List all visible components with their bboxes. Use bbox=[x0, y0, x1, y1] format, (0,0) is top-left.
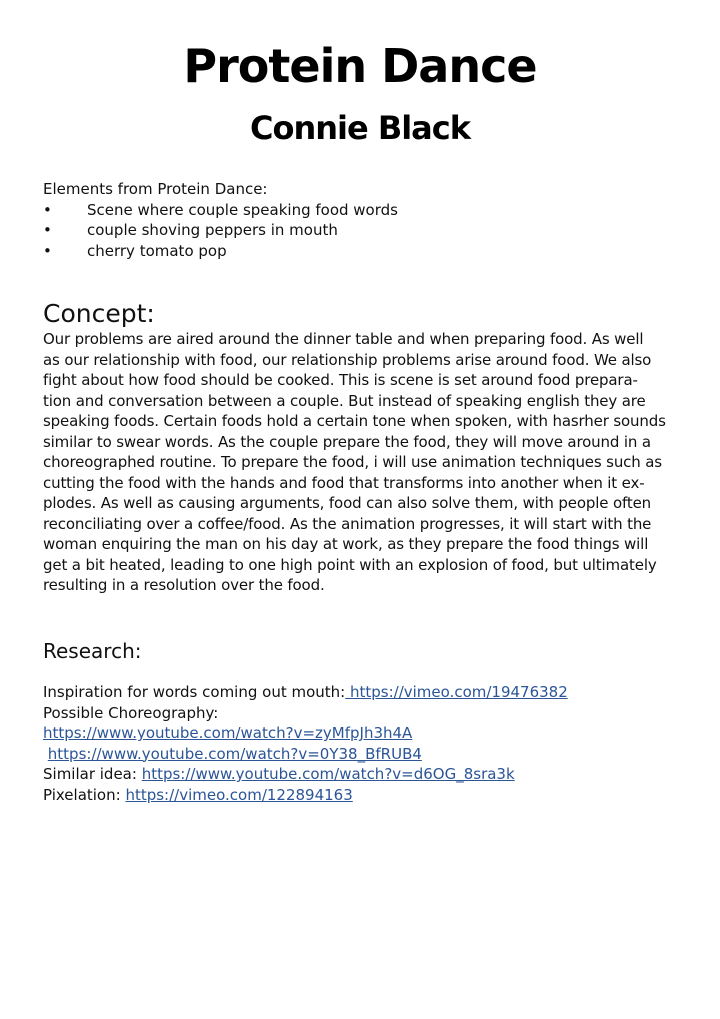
paragraph-line: speaking foods. Certain foods hold a certain tone when spoken, with hasrher sounds bbox=[43, 412, 666, 430]
bullet-icon: • bbox=[43, 200, 52, 219]
paragraph-line: Our problems are aired around the dinner table and when preparing food. As well bbox=[43, 330, 644, 348]
paragraph-line: reconciliating over a coffee/food. As the animation progresses, it will start with the bbox=[43, 514, 652, 533]
choreography-line-1 bbox=[43, 723, 683, 744]
paragraph-line: as our relationship with food, our relationship problems arise around food. We also bbox=[43, 350, 652, 369]
inspiration-link[interactable]: https://vimeo.com/19476382 bbox=[345, 683, 568, 701]
paragraph-line: similar to swear words. As the couple prepare the food, they will move around in a bbox=[43, 432, 651, 451]
bullet-icon: • bbox=[43, 221, 52, 239]
paragraph-line: woman enquiring the man on his day at work, as they prepare the food things will bbox=[43, 535, 649, 553]
pixelation-label: Pixelation: bbox=[43, 785, 126, 804]
paragraph-line: resulting in a resolution over the food. bbox=[43, 576, 325, 594]
choreography-label: Possible Choreography: bbox=[43, 703, 219, 722]
paragraph-line: choreographed routine. To prepare the food, i will use animation techniques such as bbox=[43, 453, 662, 471]
paragraph-line: plodes. As well as causing arguments, food can also solve them, with people often bbox=[43, 494, 652, 512]
research-section bbox=[43, 682, 683, 805]
list-item bbox=[43, 220, 683, 241]
choreography-link-1[interactable]: https://www.youtube.com/watch?v=zyMfpJh3h4A bbox=[43, 724, 413, 742]
inspiration-line bbox=[43, 682, 683, 703]
paragraph-line: cutting the food with the hands and food that transforms into another when it ex- bbox=[43, 473, 645, 492]
document-author: Connie Black bbox=[249, 109, 471, 147]
paragraph-line: get a bit heated, leading to one high point with an explosion of food, but ultimately bbox=[43, 555, 657, 574]
list-item-text: cherry tomato pop bbox=[87, 241, 227, 260]
similar-idea-line bbox=[43, 764, 683, 785]
list-item-text: couple shoving peppers in mouth bbox=[87, 221, 338, 239]
concept-heading: Concept: bbox=[43, 299, 155, 328]
choreography-link-2[interactable]: https://www.youtube.com/watch?v=0Y38_BfRUB4 bbox=[47, 744, 422, 763]
list-item bbox=[43, 200, 683, 221]
bullet-icon: • bbox=[43, 241, 52, 260]
elements-section bbox=[43, 179, 683, 261]
elements-heading: Elements from Protein Dance: bbox=[43, 180, 268, 198]
similar-idea-label: Similar idea: bbox=[43, 765, 142, 783]
similar-idea-link[interactable]: https://www.youtube.com/watch?v=d6OG_8sra3k bbox=[141, 765, 515, 783]
pixelation-link[interactable]: https://vimeo.com/122894163 bbox=[125, 785, 353, 804]
concept-paragraph bbox=[43, 329, 683, 596]
list-item bbox=[43, 241, 683, 262]
choreography-line-2 bbox=[43, 744, 683, 765]
paragraph-line: fight about how food should be cooked. This is scene is set around food prepara- bbox=[43, 371, 638, 389]
inspiration-label: Inspiration for words coming out mouth: bbox=[43, 683, 346, 701]
research-heading: Research: bbox=[43, 639, 142, 663]
paragraph-line: tion and conversation between a couple. But instead of speaking english they are bbox=[43, 391, 646, 410]
list-item-text: Scene where couple speaking food words bbox=[87, 200, 398, 219]
pixelation-line bbox=[43, 785, 683, 806]
document-title: Protein Dance bbox=[183, 39, 537, 93]
